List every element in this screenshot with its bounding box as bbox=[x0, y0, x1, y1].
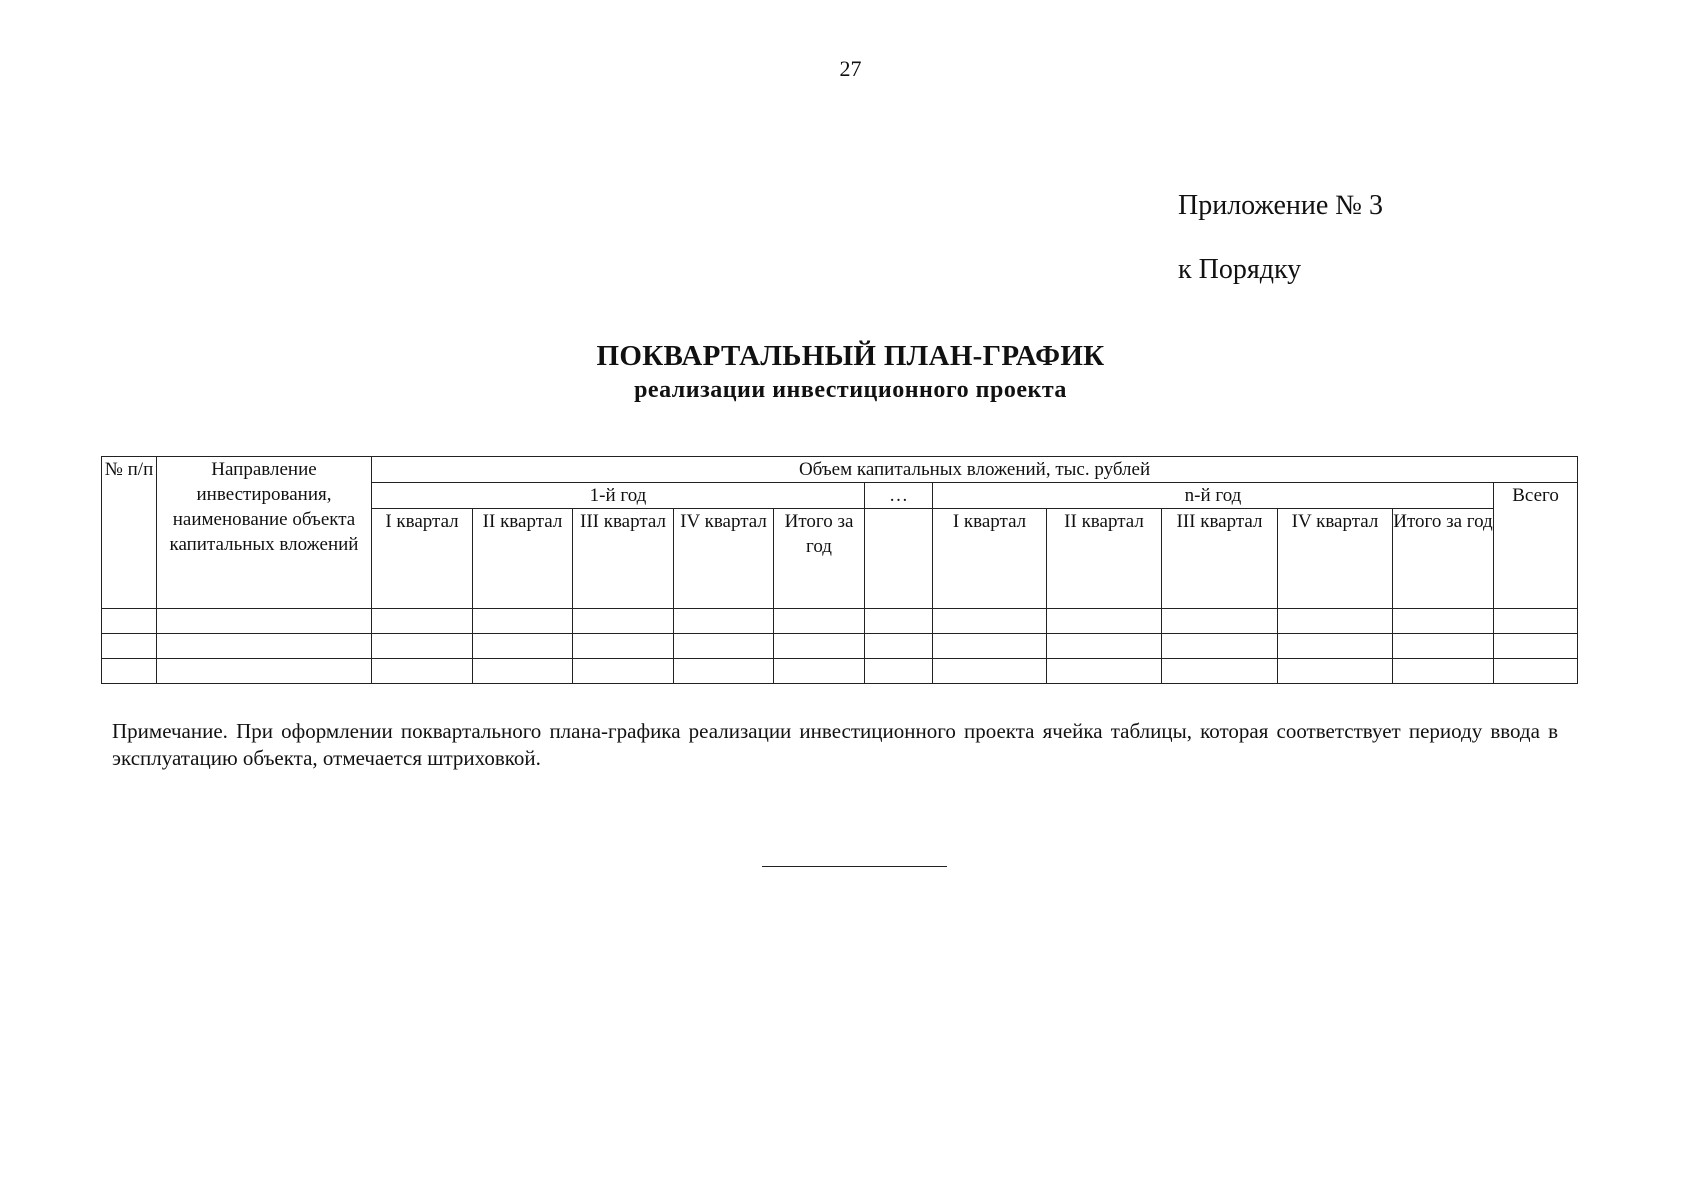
plan-table bbox=[101, 456, 1578, 684]
title-block bbox=[0, 340, 1701, 404]
header-quarter-4-n: IV квартал bbox=[1278, 509, 1393, 609]
header-year-total-n: Итого за год bbox=[1393, 509, 1494, 609]
header-quarter-1: I квартал bbox=[372, 509, 473, 609]
header-year-n: n-й год bbox=[933, 483, 1494, 509]
header-ellipsis: … bbox=[865, 483, 933, 509]
page-number: 27 bbox=[839, 56, 862, 81]
note-paragraph: Примечание. При оформлении поквартального плана-графика реализации инвестиционного проекта ячейка таблицы, которая соответствует периоду ввода в эксплуатацию объекта, отмечается штриховкой. bbox=[112, 719, 1558, 770]
header-total: Всего bbox=[1494, 483, 1578, 609]
header-number: № п/п bbox=[102, 457, 157, 609]
table-row bbox=[102, 609, 1578, 634]
document-subtitle: реализации инвестиционного проекта bbox=[634, 377, 1067, 403]
header-quarter-2-n: II квартал bbox=[1047, 509, 1162, 609]
table-row bbox=[102, 634, 1578, 659]
header-quarter-1-n: I квартал bbox=[933, 509, 1047, 609]
end-separator-line bbox=[762, 866, 947, 867]
header-volume: Объем капитальных вложений, тыс. рублей bbox=[372, 457, 1578, 483]
appendix-reference: к Порядку bbox=[1178, 254, 1302, 285]
header-quarter-3-n: III квартал bbox=[1162, 509, 1278, 609]
header-ellipsis-cell bbox=[865, 509, 933, 609]
table-row bbox=[102, 659, 1578, 684]
document-title: ПОКВАРТАЛЬНЫЙ ПЛАН-ГРАФИК bbox=[596, 340, 1105, 372]
header-quarter-3: III квартал bbox=[573, 509, 674, 609]
header-direction: Направление инвестирования, наименование объекта капитальных вложений bbox=[157, 457, 372, 609]
appendix-number: Приложение № 3 bbox=[1178, 190, 1383, 221]
header-quarter-4: IV квартал bbox=[674, 509, 774, 609]
header-year-total: Итого за год bbox=[774, 509, 865, 609]
appendix-block bbox=[1178, 174, 1383, 302]
header-year-1: 1-й год bbox=[372, 483, 865, 509]
header-quarter-2: II квартал bbox=[473, 509, 573, 609]
